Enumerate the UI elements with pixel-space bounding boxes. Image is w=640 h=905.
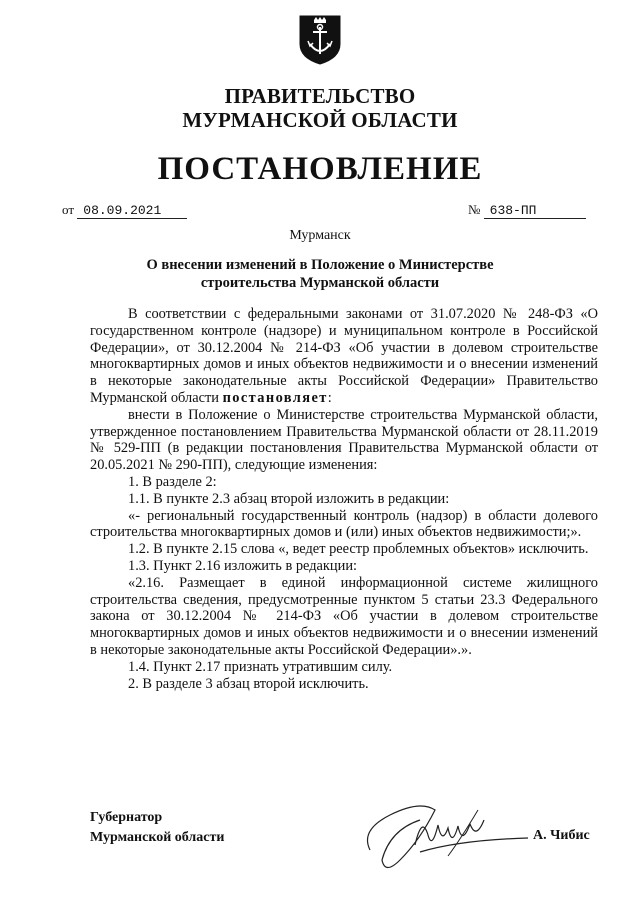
document-type: ПОСТАНОВЛЕНИЕ xyxy=(157,151,483,187)
signatory-position xyxy=(90,808,224,848)
org-line-2: МУРМАНСКОЙ ОБЛАСТИ xyxy=(182,108,458,132)
handwritten-signature xyxy=(360,790,530,880)
number-prefix: № xyxy=(468,202,481,217)
subject-line-2: строительства Мурманской области xyxy=(200,275,440,291)
paragraph: внести в Положение о Министерстве строительства Мурманской области, утвержденное постановлением Правительства Мурманской области от 28.11.2019 № 529-ПП (в редакции постановления Правительства Мурманской области от 20.05.2021 № 290-ПП), следующие изменения: xyxy=(90,406,598,474)
document-date xyxy=(62,202,187,219)
organization-name xyxy=(0,84,640,132)
number-value: 638-ПП xyxy=(484,203,586,219)
document-body xyxy=(90,306,598,692)
subject-line-1: О внесении изменений в Положение о Министерстве xyxy=(146,257,494,273)
paragraph: В соответствии с федеральными законами от 31.07.2020 № 248-ФЗ «О государственном контроле (надзоре) и муниципальном контроле в Российской Федерации», от 30.12.2004 № 214-ФЗ «Об участии в долевом строительстве многоквартирных домов и иных объектов недвижимости и о внесении изменений в некоторые законодательные акты Российской Федерации» Правительство Мурманской области постановляет: xyxy=(90,306,598,406)
paragraph: 1.2. В пункте 2.15 слова «, ведет реестр проблемных объектов» исключить. xyxy=(128,541,589,558)
position-line-1: Губернатор xyxy=(90,810,163,825)
position-line-2: Мурманской области xyxy=(90,830,225,845)
signatory-name: А. Чибис xyxy=(533,828,590,843)
paragraph: 2. В разделе 3 абзац второй исключить. xyxy=(128,675,369,692)
coat-of-arms-icon xyxy=(298,14,342,66)
document-subject xyxy=(100,256,540,292)
paragraph: «- региональный государственный контроль (надзор) в области долевого строительства многоквартирных домов и (или) иных объектов недвижимости;». xyxy=(90,507,598,541)
org-line-1: ПРАВИТЕЛЬСТВО xyxy=(224,84,416,108)
date-prefix: от xyxy=(62,202,75,217)
paragraph: «2.16. Размещает в единой информационной системе жилищного строительства сведения, предусмотренные пунктом 5 статьи 23.3 Федерального закона от 30.12.2004 № 214-ФЗ «Об участии в долевом строительстве многоквартирных домов и иных объектов недвижимости и о внесении изменений в некоторые законодательные акты Российской Федерации».». xyxy=(90,574,598,658)
city: Мурманск xyxy=(289,228,351,243)
document-number xyxy=(468,202,586,219)
paragraph: 1.3. Пункт 2.16 изложить в редакции: xyxy=(128,557,358,574)
paragraph: 1.1. В пункте 2.3 абзац второй изложить в редакции: xyxy=(128,490,450,507)
paragraph: 1. В разделе 2: xyxy=(128,473,217,490)
date-value: 08.09.2021 xyxy=(77,203,187,219)
paragraph: 1.4. Пункт 2.17 признать утратившим силу. xyxy=(128,658,393,675)
keyword-decrees: постановляет xyxy=(222,389,328,406)
